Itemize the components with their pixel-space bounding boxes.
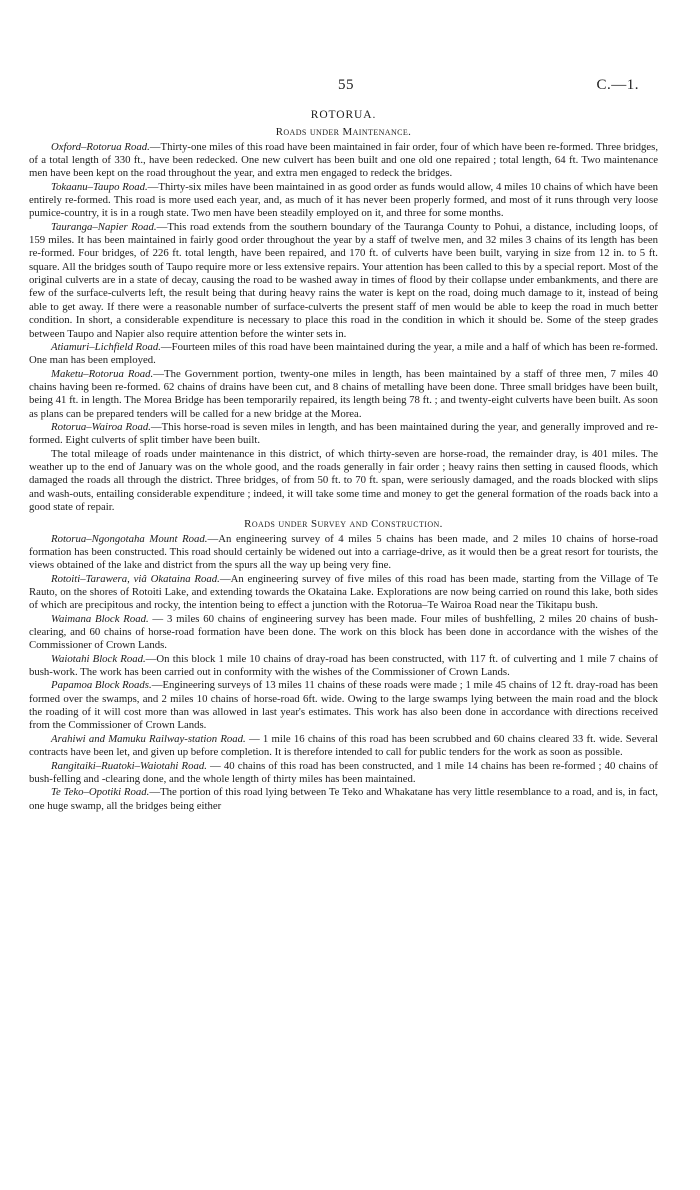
document-reference: C.—1. [596, 77, 639, 93]
paragraph-text: —Thirty-six miles have been maintained in as good order as funds would allow, 4 miles 10 chains of which have been entirely re-formed. This road is more used each year, and, as much of it has never been properly formed, and most of it runs through very loose pumice-country, it is in a rough state. Two men have been steadily employed on it, and three for some months. [29, 180, 658, 220]
road-name: Rotoiti–Tarawera, viâ Okataina Road. [51, 572, 220, 585]
paragraph [29, 421, 658, 448]
road-name: Maketu–Rotorua Road. [51, 367, 154, 380]
road-name: Waiotahi Block Road. [51, 652, 146, 665]
paragraph-text: —On this block 1 mile 10 chains of dray-road has been constructed, with 117 ft. of culverting and 1 mile 7 chains of bush-work. The work has been carried out in conformity with the wishes of the Commissioner of Crown Lands. [29, 652, 658, 679]
road-name: Papamoa Block Roads. [51, 679, 152, 692]
paragraph [29, 733, 658, 760]
paragraph [29, 221, 658, 341]
paragraph [29, 573, 658, 613]
paragraph-text: — 1 mile 16 chains of this road has been scrubbed and 60 chains cleared 33 ft. wide. Several contracts have been let, and given up before completion. It is therefore intended to call for public tenders for the work as soon as possible. [29, 732, 658, 759]
paragraph-text: —Engineering surveys of 13 miles 11 chains of these roads were made ; 1 mile 45 chains of 12 ft. dray-road has been formed over the swamps, and 2 miles 10 chains of horse-road 6ft. wide. Owing to the large swamps lying between the main road and the block the roading of it will cost more than was allowed in last year's estimates. This work has also been done in accordance with directions received from the Commissioner of Crown Lands. [29, 679, 658, 732]
road-name: Tauranga–Napier Road. [51, 220, 157, 233]
paragraph [29, 679, 658, 732]
road-name: Oxford–Rotorua Road. [51, 140, 150, 153]
road-name: Te Teko–Opotiki Road. [51, 786, 150, 799]
paragraph [29, 368, 658, 421]
paragraph-text: — 3 miles 60 chains of engineering survey has been made. Four miles of bushfelling, 2 miles 20 chains of bush-clearing, and 60 chains of horse-road formation have been done. The work on this block has been done in accordance with the wishes of the Commissioner of Crown Lands. [29, 612, 658, 652]
section-heading: Roads under Survey and Construction. [244, 518, 443, 531]
road-name: Rotorua–Ngongotaha Mount Road. [51, 532, 208, 545]
paragraph [29, 786, 658, 813]
road-name: Atiamuri–Lichfield Road. [51, 340, 161, 353]
road-name: Rangitaiki–Ruatoki–Waiotahi Road. [51, 759, 207, 772]
paragraph [29, 448, 658, 515]
document-body [29, 126, 658, 813]
road-name: Rotorua–Wairoa Road. [51, 420, 151, 433]
paragraph [29, 181, 658, 221]
page-title: ROTORUA. [310, 109, 377, 121]
paragraph [29, 760, 658, 787]
road-name: Waimana Block Road. [51, 612, 149, 625]
paragraph [29, 533, 658, 573]
road-name: Arahiwi and Mamuku Railway-station Road. [51, 732, 246, 745]
page-number: 55 [338, 77, 354, 93]
paragraph [29, 653, 658, 680]
paragraph-text: —An engineering survey of 4 miles 5 chains has been made, and 2 miles 10 chains of horse-road formation has been constructed. This road should certainly be widened out into a carriage-drive, as it would then be a great resort for tourists, the views obtained of the lake and district from the spurs all the way up being very fine. [29, 532, 658, 572]
paragraph-text: —This horse-road is seven miles in length, and has been maintained during the year, and generally improved and re-formed. Eight culverts of split timber have been built. [29, 420, 658, 447]
paragraph-text: —The portion of this road lying between Te Teko and Whakatane has very little resemblance to a road, and is, in fact, one huge swamp, all the bridges being either [29, 786, 658, 812]
paragraph-text: The total mileage of roads under maintenance in this district, of which thirty-seven are horse-road, the remainder dray, is 401 miles. The weather up to the end of January was on the whole good, and the roads generally in fair order ; heavy rains then setting in caused floods, which damaged the roads all through the district. Three bridges, of from 50 ft. to 70 ft. span, were seriously damaged, and the roads blocked with slips and wash-outs, entailing considerable expenditure ; indeed, it will take some time and money to get the general formation of the roads back into a good state of repair. [29, 447, 658, 513]
paragraph [29, 141, 658, 181]
paragraph-text: —This road extends from the southern boundary of the Tauranga County to Pohui, a distance, including loops, of 159 miles. It has been maintained in fairly good order throughout the year by a staff of twelve men, and 32 miles 3 chains of its length has been re-formed. Four bridges, of 226 ft. total length, have been repaired, and 170 ft. of culverts have been built, varying in size from 12 in. to 5 ft. square. All the bridges south of Taupo require more or less extensive repairs. Your attention has been called to this by a special report. Most of the original culverts are in a state of decay, causing the road to be washed away in times of flood by their collapse under embankments, and there are few of the surface-culverts left, the result being that during heavy rains the water is kept on the road, doing much damage to it, instead of being able to get away. If there were a reasonable number of surface-culverts the present staff of men would be able to keep the road in much better condition. In short, a considerable expenditure is necessary to place this road in the condition in which it should be. Some of the steep grades between Taupo and Napier also require attention before the winter sets in. [29, 220, 659, 340]
paragraph-text: —The Government portion, twenty-one miles in length, has been maintained by a staff of three men, 7 miles 40 chains having been re-formed. 62 chains of drains have been cut, and 8 chains of metalling have been done. Three small bridges have been built, being 41 ft. in length. The Morea Bridge has been temporarily repaired, its length being 78 ft. ; and twenty-eight culverts have been built. As soon as plans can be prepared tenders will be called for a new bridge at the Morea. [29, 367, 658, 420]
paragraph-text: —Thirty-one miles of this road have been maintained in fair order, four of which have been re-formed. Three bridges, of a total length of 330 ft., have been redecked. One new culvert has been built and one old one repaired ; total length, 64 ft. Two maintenance men have been kept on the road throughout the year, and extra men engaged to redeck the bridges. [29, 140, 659, 180]
section-heading: Roads under Maintenance. [275, 126, 412, 139]
road-name: Tokaanu–Taupo Road. [51, 180, 148, 193]
paragraph [29, 341, 658, 368]
paragraph-text: —Fourteen miles of this road have been maintained during the year, a mile and a half of which has been re-formed. One man has been employed. [29, 340, 658, 367]
paragraph-text: —An engineering survey of five miles of this road has been made, starting from the Village of Te Rauto, on the shores of Rotoiti Lake, and extending towards the Okataina Lake. Explorations are now being carried on round this lake, both sides of which are precipitous and rocky, the intention being to effect a junction with the Rotorua–Te Wairoa Road near the Tikitapu bush. [29, 572, 658, 612]
paragraph [29, 613, 658, 653]
paragraph-text: — 40 chains of this road has been constructed, and 1 mile 14 chains has been re-formed ; 40 chains of bush-felling and -clearing done, and the whole length of thirty miles has been maintained. [29, 759, 658, 785]
